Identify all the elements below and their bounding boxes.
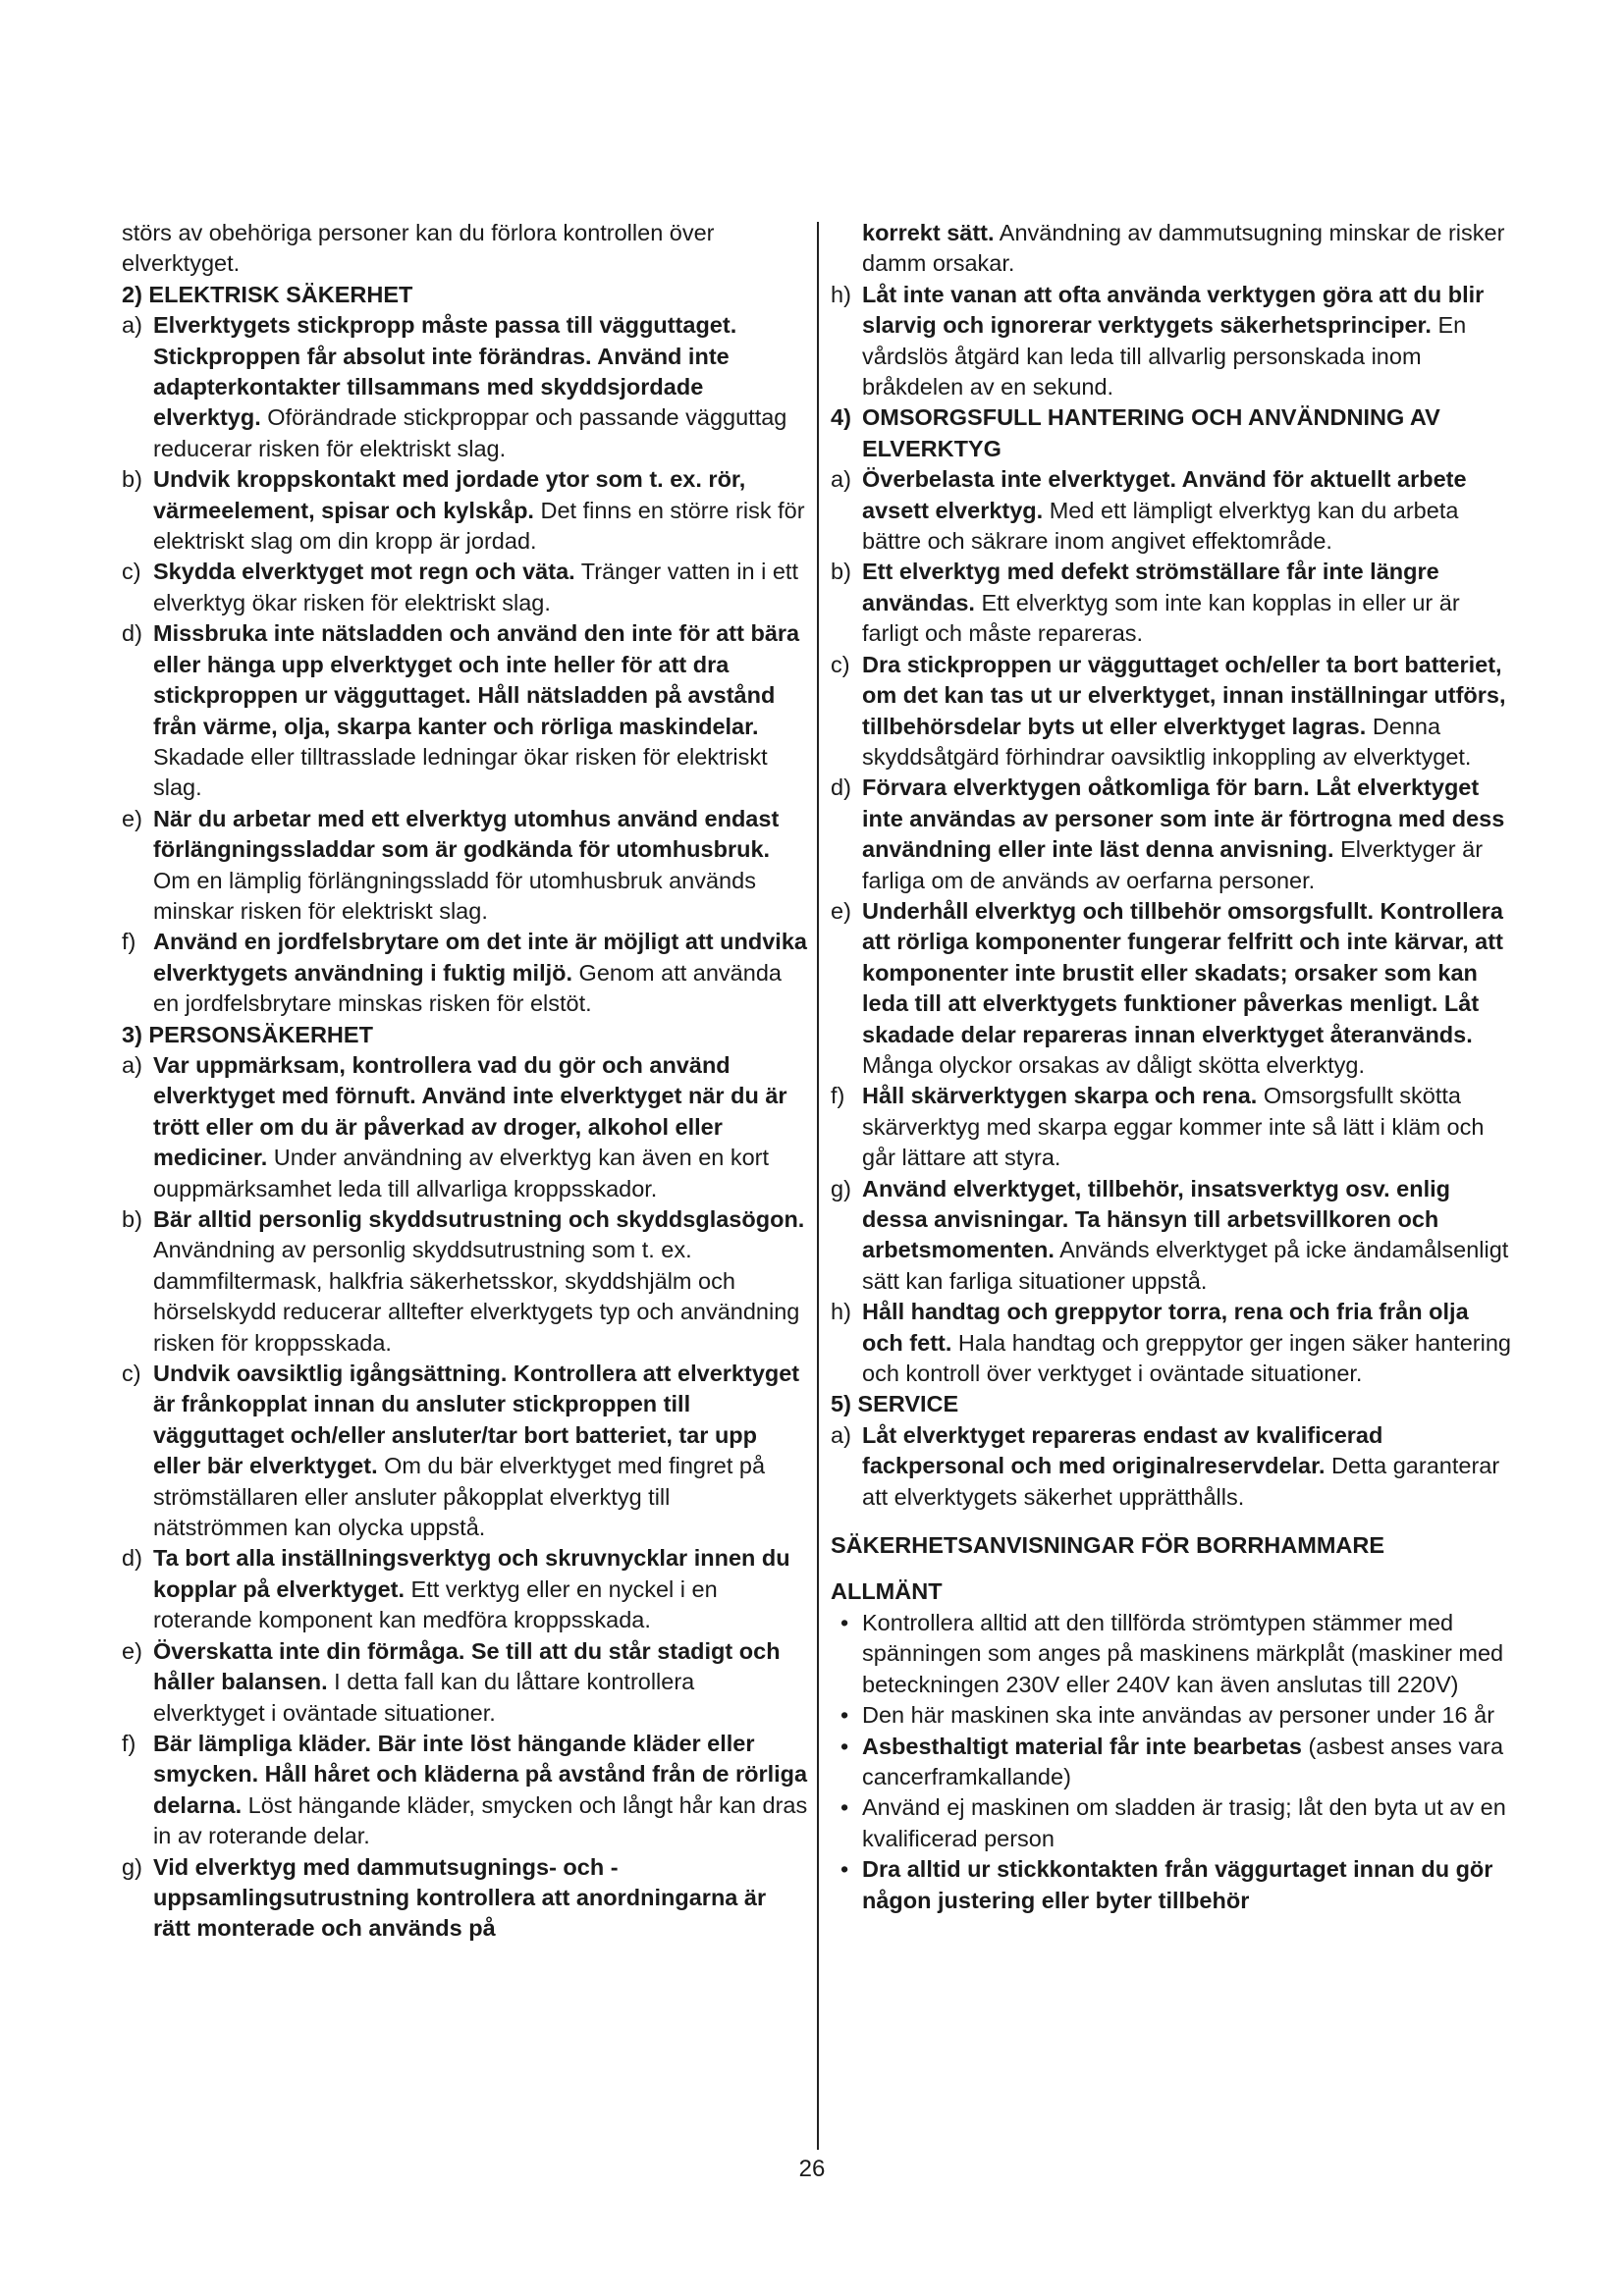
list-item-o-a: a) Överbelasta inte elverktyget. Använd för aktuellt arbete avsett elverktyg. Med ett lämpligt elverktyg kan du arbeta bättre och säkrare inom angivet effektområde. (831, 466, 1467, 555)
list-item-e-b: b) Undvik kroppskontakt med jordade ytor som t. ex. rör, värmeelement, spisar och kylskåp. Det finns en större risk för elektriskt slag om din kropp är jordad. (122, 466, 805, 555)
left-column (122, 218, 809, 1945)
list-item-e-d: d) Missbruka inte nätsladden och använd den inte för att bära eller hänga upp elverktyget och inte heller för att dra stickproppen ur vägguttaget. Håll nätsladden på avstånd från värme, olja, skarpa kanter och rörliga maskindelar. Skadade eller tilltrasslade ledningar ökar risken för elektriskt slag. (122, 620, 800, 801)
list-item-p-d: d) Ta bort alla inställningsverktyg och skruvnycklar innen du kopplar på elverktyget. Ett verktyg eller en nyckel i en roterande komponent kan medföra kroppsskada. (122, 1545, 790, 1633)
list-item-o-c: c) Dra stickproppen ur vägguttaget och/eller ta bort batteriet, om det kan tas ut ur elverktyget, innan inställningar utförs, tillbehörsdelar byts ut eller elverktyget lagras. Denna skyddsåtgärd förhindrar oavsiktlig inkoppling av elverktyget. (831, 651, 1506, 770)
list-item-p-f: f) Bär lämpliga kläder. Bär inte löst hängande kläder eller smycken. Håll håret och kläderna på avstånd från de rörliga delarna. Löst hängande kläder, smycken och långt hår kan dras in av roterande delar. (122, 1730, 808, 1849)
paragraph-intro: störs av obehöriga personer kan du förlora kontrollen över elverktyget. (122, 220, 715, 277)
list-item-p-c: c) Undvik oavsiktlig igångsättning. Kontrollera att elverktyget är frånkopplat innan du ansluter stickproppen till vägguttaget och/eller ansluter/tar bort batteriet, tar upp eller bär elverktyget. Om du bär elverktyget med fingret på strömställaren eller ansluter påkopplat elverktyg till nätströmmen kan olycka uppstå. (122, 1361, 800, 1541)
heading-general: ALLMÄNT (831, 1578, 943, 1605)
list-item-p-e: e) Överskatta inte din förmåga. Se till att du står stadigt och håller balansen. I detta fall kan du låttare kontrollera elverktyget i oväntade situationer. (122, 1637, 781, 1726)
heading-electrical-safety: 2) ELEKTRISK SÄKERHET (122, 281, 413, 307)
right-column (831, 218, 1513, 1916)
list-item-e-e: e) När du arbetar med ett elverktyg utomhus använd endast förlängningssladdar som är godkända för utomhusbruk. Om en lämplig förlängningssladd för utomhusbruk används minskar risken för elektriskt slag. (122, 805, 780, 924)
bullet-item-2: • Den här maskinen ska inte användas av personer under 16 år (840, 1702, 1495, 1729)
list-item-p-g-continued: korrekt sätt. Användning av dammutsugning minskar de risker damm orsakar. (862, 220, 1505, 277)
list-item-p-b: b) Bär alltid personlig skyddsutrustning och skyddsglasögon. Användning av personlig skyddsutrustning som t. ex. dammfiltermask, halkfria säkerhetsskor, skyddshjälm och hörselskydd reducerar alltefter elverktygets typ och användning risken för kroppsskada. (122, 1206, 805, 1356)
list-item-p-a: a) Var uppmärksam, kontrollera vad du gör och använd elverktyget med förnuft. Använd inte elverktyget när du är trött eller om du är påverkad av droger, alkohol eller mediciner. Under användning av elverktyg kan även en kort ouppmärksamhet leda till allvarliga kroppsskador. (122, 1051, 787, 1201)
heading-drill-hammer-safety: SÄKERHETSANVISNINGAR FÖR BORRHAMMARE (831, 1532, 1385, 1559)
list-item-o-g: g) Använd elverktyget, tillbehör, insatsverktyg osv. enlig dessa anvisningar. Ta hänsyn till arbetsvillkoren och arbetsmomenten. Används elverktyget på icke ändamålsenligt sätt kan farliga situationer uppstå. (831, 1175, 1509, 1294)
heading-careful-handling: 4) OMSORGSFULL HANTERING OCH ANVÄNDNING AV ELVERKTYG (831, 404, 1440, 461)
list-item-p-h: h) Låt inte vanan att ofta använda verktygen göra att du blir slarvig och ignorerar verktygets säkerhetsprinciper. En vårdslös åtgärd kan leda till allvarlig personskada inom bråkdelen av en sekund. (831, 281, 1485, 400)
list-item-p-g: g) Vid elverktyg med dammutsugnings- och -uppsamlingsutrustning kontrollera att anordningarna är rätt monterade och används på (122, 1853, 767, 1942)
bullet-item-1: • Kontrollera alltid att den tillförda strömtypen stämmer med spänningen som anges på maskinens märkplåt (maskiner med beteckningen 230V eller 240V kan även anslutas till 220V) (840, 1609, 1504, 1697)
list-item-s-a: a) Låt elverktyget repareras endast av kvalificerad fackpersonal och med originalreservdelar. Detta garanterar att elverktygets säkerhet upprätthålls. (831, 1421, 1500, 1510)
heading-service: 5) SERVICE (831, 1391, 959, 1417)
list-item-o-e: e) Underhåll elverktyg och tillbehör omsorgsfullt. Kontrollera att rörliga komponenter fungerar felfritt och inte kärvar, att komponenter inte brustit eller skadats; orsaker som kan leda till att elverktygets funktioner påverkas menligt. Låt skadade delar repareras innan elverktyget återanvänds. Många olyckor orsakas av dåligt skötta elverktyg. (831, 897, 1503, 1078)
list-item-o-f: f) Håll skärverktygen skarpa och rena. Omsorgsfullt skötta skärverktyg med skarpa eggar kommer inte så lätt i kläm och går lättare att styra. (831, 1083, 1485, 1171)
bullet-item-3: • Asbesthaltigt material får inte bearbetas (asbest anses vara cancerframkallande) (840, 1733, 1504, 1789)
list-item-o-h: h) Håll handtag och greppytor torra, rena och fria från olja och fett. Hala handtag och greppytor ger ingen säker hantering och kontroll över verktyget i oväntade situationer. (831, 1299, 1511, 1387)
bullet-item-4: • Använd ej maskinen om sladden är trasig; låt den byta ut av en kvalificerad person (840, 1794, 1506, 1851)
list-item-e-c: c) Skydda elverktyget mot regn och väta. Tränger vatten in i ett elverktyg ökar risken för elektriskt slag. (122, 559, 798, 615)
list-item-e-a: a) Elverktygets stickpropp måste passa till vägguttaget. Stickproppen får absolut inte förändras. Använd inte adapterkontakter tillsammans med skyddsjordade elverktyg. Oförändrade stickproppar och passande vägguttag reducerar risken för elektriskt slag. (122, 312, 787, 461)
bullet-item-5: • Dra alltid ur stickkontakten från väggurtaget innan du gör någon justering eller byter tillbehör (840, 1856, 1493, 1913)
list-item-o-d: d) Förvara elverktygen oåtkomliga för barn. Låt elverktyget inte användas av personer som inte är förtrogna med dess användning eller inte läst denna anvisning. Elverktyger är farliga om de används av oerfarna personer. (831, 774, 1505, 893)
list-item-e-f: f) Använd en jordfelsbrytare om det inte är möjligt att undvika elverktygets användning i fuktig miljö. Genom att använda en jordfelsbrytare minskas risken för elstöt. (122, 929, 807, 1017)
column-divider (817, 222, 819, 2150)
heading-personal-safety: 3) PERSONSÄKERHET (122, 1021, 373, 1047)
list-item-o-b: b) Ett elverktyg med defekt strömställare får inte längre användas. Ett elverktyg som inte kan kopplas in eller ur är farligt och måste repareras. (831, 559, 1460, 647)
page-number: 26 (798, 2156, 826, 2182)
